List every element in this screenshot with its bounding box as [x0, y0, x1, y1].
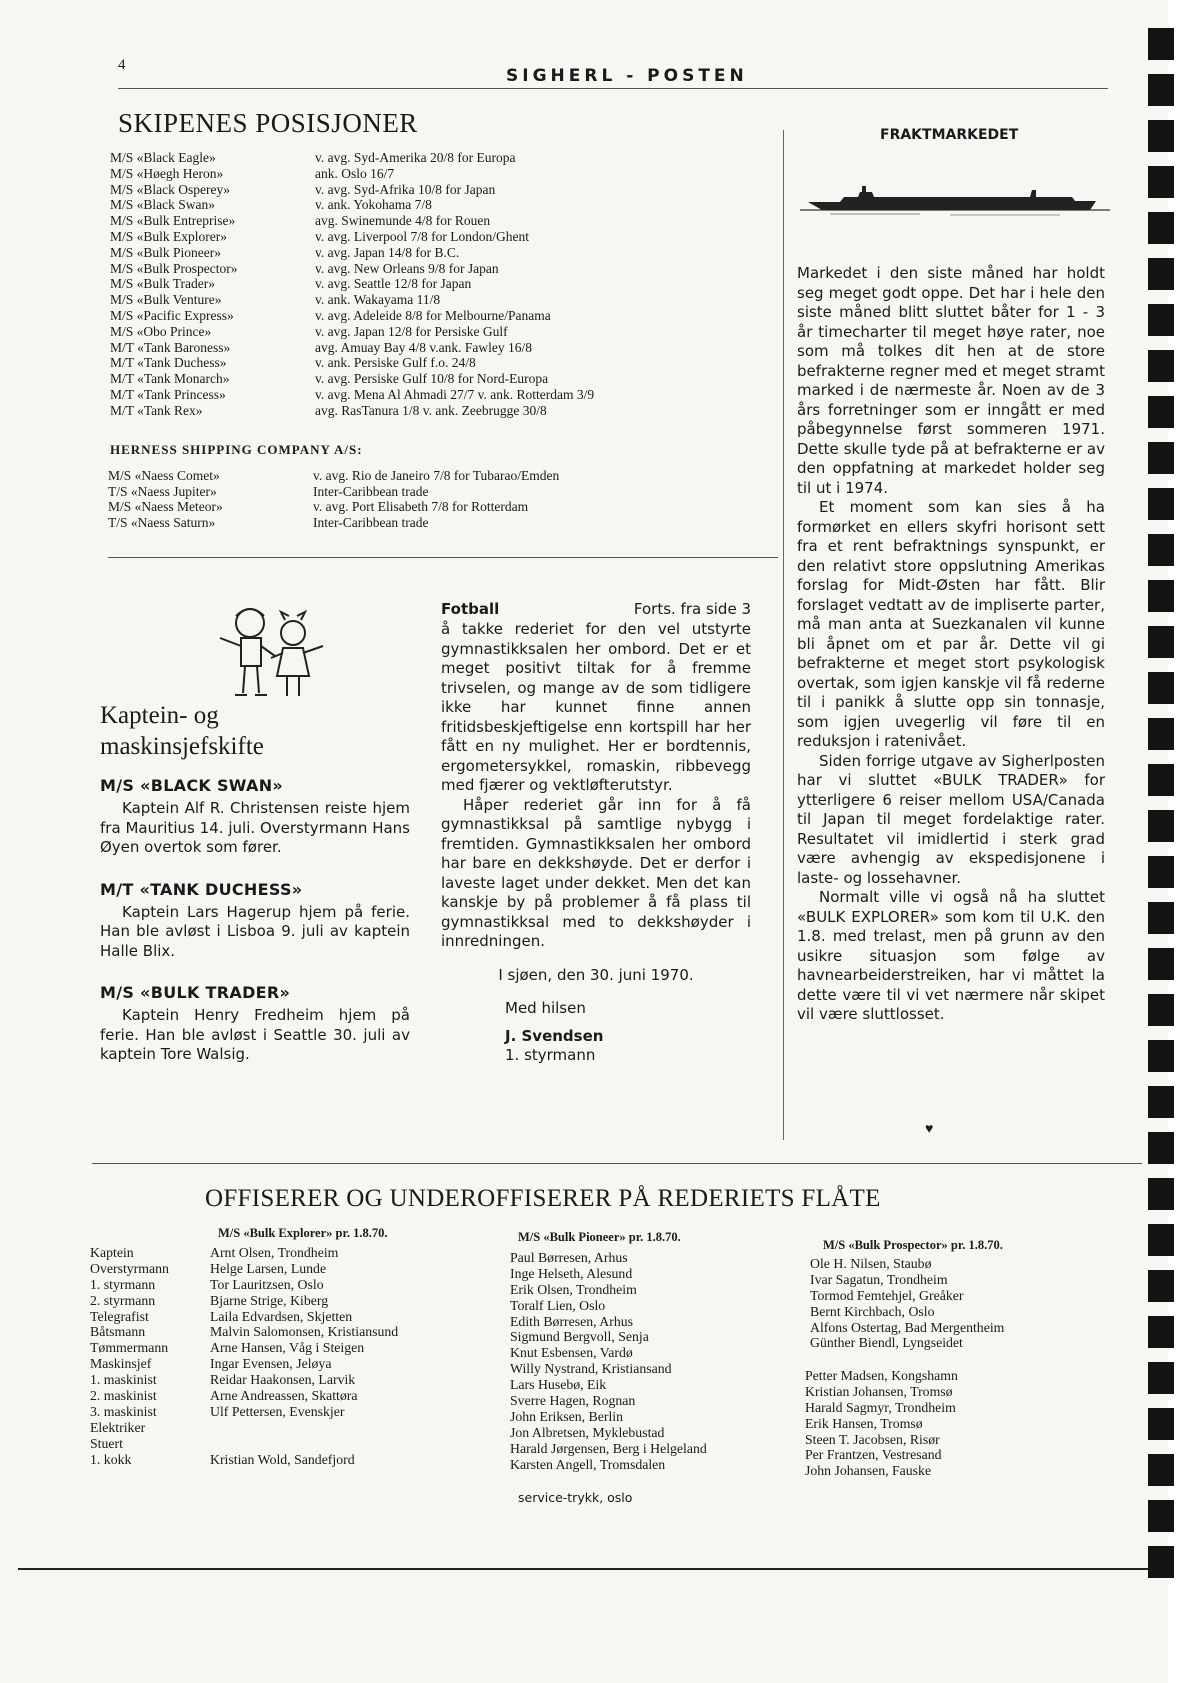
crew-line: Kristian Wold, Sandefjord [210, 1451, 355, 1467]
ship-row [110, 197, 594, 213]
ship-positions-list [110, 150, 594, 419]
binding-hole [1148, 1408, 1174, 1440]
ship-status: v. ank. Persiske Gulf f.o. 24/8 [315, 355, 476, 371]
kaptein-title [100, 700, 410, 762]
crew-line: 1. maskinist [90, 1372, 157, 1388]
pioneer-crew-column [510, 1250, 707, 1472]
ship-name: M/S «Bulk Pioneer» [110, 244, 222, 260]
ship-row [108, 484, 559, 500]
explorer-crew-column [210, 1245, 398, 1467]
ship-status: v. avg. New Orleans 9/8 for Japan [315, 260, 499, 276]
ship-row [110, 340, 594, 356]
crew-line: Malvin Salomonsen, Kristiansund [210, 1324, 399, 1340]
ship-status: v. avg. Liverpool 7/8 for London/Ghent [315, 228, 529, 244]
ship-row [108, 515, 559, 531]
ship-name: M/S «Naess Comet» [108, 468, 220, 483]
crew-line: 1. kokk [90, 1451, 132, 1467]
ship-heading: M/S «BULK TRADER» [100, 983, 291, 1002]
binding-hole [1148, 212, 1174, 244]
crew-line: Knut Esbensen, Vardø [510, 1345, 633, 1361]
ship-row [110, 355, 594, 371]
crew-line: Ivar Sagatun, Trondheim [810, 1271, 948, 1287]
crew-line: Harald Jørgensen, Berg i Helgeland [510, 1440, 707, 1456]
crew-line: Steen T. Jacobsen, Risør [805, 1431, 940, 1447]
ranks-column [90, 1245, 169, 1467]
binding-hole [1148, 1362, 1174, 1394]
ship-row [110, 245, 594, 261]
printer-credit: service-trykk, oslo [518, 1490, 633, 1505]
crew-line: Arnt Olsen, Trondheim [210, 1245, 339, 1260]
ship-name: T/S «Naess Jupiter» [108, 483, 217, 499]
ship-name: T/S «Naess Saturn» [108, 514, 216, 530]
ship-status: avg. Swinemunde 4/8 for Rouen [315, 213, 491, 229]
ship-name: M/S «Black Swan» [110, 197, 216, 213]
binding-hole [1148, 1500, 1174, 1532]
binding-hole [1148, 580, 1174, 612]
crew-line: Ole H. Nilsen, Staubø [810, 1256, 932, 1271]
binding-hole [1148, 1178, 1174, 1210]
ship-row [110, 261, 594, 277]
ship-name: M/S «Bulk Prospector» [110, 260, 238, 276]
ship-name: M/S «Naess Meteor» [108, 499, 223, 514]
binding-hole [1148, 994, 1174, 1026]
fraktmarkedet-article [797, 264, 1105, 1025]
ship-row [110, 276, 594, 292]
ship-name: M/T «Tank Princess» [110, 386, 226, 402]
column-divider [783, 130, 784, 1140]
fotball-signature: J. Svendsen [505, 1026, 604, 1045]
crew-line: Lars Husebø, Eik [510, 1377, 607, 1393]
section-rule [108, 557, 778, 558]
ship-name: M/S «Black Osperey» [110, 181, 230, 197]
crew-line: 3. maskinist [90, 1403, 157, 1419]
crew-line: Arne Andreassen, Skattøra [210, 1388, 358, 1404]
binding-hole [1148, 856, 1174, 888]
crew-line: Erik Olsen, Trondheim [510, 1281, 637, 1297]
crew-line: Inge Helseth, Alesund [510, 1265, 633, 1281]
crew-line: Tormod Femtehjel, Greåker [810, 1287, 964, 1303]
ship-status: Inter-Caribbean trade [313, 483, 429, 499]
crew-line: Helge Larsen, Lunde [210, 1260, 327, 1276]
ship-status: v. avg. Rio de Janeiro 7/8 for Tubarao/Emden [313, 468, 560, 483]
header-rule [118, 88, 1108, 89]
ship-row [110, 308, 594, 324]
crew-line: John Eriksen, Berlin [510, 1408, 624, 1424]
page-number: 4 [118, 57, 126, 73]
binding-hole [1148, 1454, 1174, 1486]
crew-line: Alfons Ostertag, Bad Mergentheim [810, 1319, 1005, 1335]
paragraph: Siden forrige utgave av Sigherlposten har vi sluttet «BULK TRADER» for ytterligere 6 reiser mellom USA/Canada til Japan til meget fordelaktige rater. Resultatet vil imidlertid i sterk grad være avhengig av ekspedisjonene i laste- og lossehavner. [797, 751, 1105, 887]
crew-line: John Johansen, Fauske [805, 1463, 932, 1479]
ship-row [110, 150, 594, 166]
fotball-greeting: Med hilsen [505, 999, 586, 1017]
ship-name: M/T «Tank Baroness» [110, 339, 231, 355]
crew-line: Maskinsjef [90, 1356, 152, 1372]
crew-line: Stuert [90, 1435, 123, 1451]
crew-line: Kristian Johansen, Tromsø [805, 1383, 953, 1399]
officers-title: OFFISERER OG UNDEROFFISERER PÅ REDERIETS FLÅTE [205, 1185, 881, 1212]
ship-status: ank. Oslo 16/7 [315, 165, 395, 181]
paragraph: å takke rederiet for den vel utstyrte gymnastikksalen her ombord. Det er et meget positivt tiltak for å fremme trivselen, og mange av de som tidligere ikke har kunnet finne annen fritidsbeskjeftigelse enn kortspill har her fått en ny mulighet. Her er bordtennis, ergometersykkel, romaskin, ribbevegg med fjærer og vektløfterutstyr. [441, 620, 751, 794]
ship-illustration [800, 180, 1110, 222]
binding-hole [1148, 1546, 1174, 1578]
officers-rule [92, 1163, 1142, 1164]
crew-line: Erik Hansen, Tromsø [805, 1415, 923, 1431]
fotball-role: 1. styrmann [505, 1046, 596, 1064]
explorer-heading: M/S «Bulk Explorer» pr. 1.8.70. [218, 1226, 388, 1240]
ship-row [110, 324, 594, 340]
crew-line: Karsten Angell, Tromsdalen [510, 1456, 666, 1472]
ship-status: v. avg. Japan 12/8 for Persiske Gulf [315, 323, 508, 339]
ship-name: M/S «Bulk Entreprise» [110, 213, 236, 229]
binding-hole [1148, 28, 1174, 60]
crew-line: Günther Biendl, Lyngseidet [810, 1335, 963, 1351]
binding-hole [1148, 764, 1174, 796]
crew-line: Reidar Haakonsen, Larvik [210, 1372, 356, 1388]
binding-hole [1148, 672, 1174, 704]
ship-heading: M/S «BLACK SWAN» [100, 776, 284, 795]
fotball-title: Fotball [441, 600, 500, 618]
ship-status: avg. Amuay Bay 4/8 v.ank. Fawley 16/8 [315, 339, 532, 355]
crew-line: 2. styrmann [90, 1292, 156, 1308]
fotball-continued: Forts. fra side 3 [633, 600, 751, 618]
binding-hole [1148, 1316, 1174, 1348]
crew-line: 1. styrmann [90, 1276, 156, 1292]
ship-row [110, 403, 594, 419]
crew-line: Paul Børresen, Arhus [510, 1250, 628, 1265]
crew-line: Telegrafist [90, 1308, 149, 1324]
ship-change-text: Kaptein Lars Hagerup hjem på ferie. Han ble avløst i Lisboa 9. juli av kaptein Halle Blix. [100, 902, 410, 960]
herness-ship-list [108, 468, 559, 530]
bottom-rule [18, 1568, 1163, 1570]
prospector-crew-column-b [805, 1368, 958, 1479]
binding-hole [1148, 350, 1174, 382]
binding-hole [1148, 258, 1174, 290]
ship-status: v. avg. Persiske Gulf 10/8 for Nord-Europa [315, 371, 549, 387]
binding-hole [1148, 534, 1174, 566]
fraktmarkedet-title: FRAKTMARKEDET [880, 127, 1019, 143]
crew-line: Sverre Hagen, Rognan [510, 1393, 636, 1409]
crew-line: Tor Lauritzsen, Oslo [210, 1276, 324, 1292]
ship-row [110, 213, 594, 229]
binding-hole [1148, 442, 1174, 474]
kaptein-title-line2: maskinsjefskifte [100, 733, 264, 760]
positions-title: SKIPENES POSISJONER [118, 108, 418, 138]
crew-line: Arne Hansen, Våg i Steigen [210, 1340, 365, 1356]
binding-hole [1148, 1224, 1174, 1256]
ship-row [110, 387, 594, 403]
ship-status: v. avg. Adeleide 8/8 for Melbourne/Panama [315, 307, 551, 323]
herness-title: HERNESS SHIPPING COMPANY A/S: [110, 442, 363, 457]
ship-name: M/S «Høegh Heron» [110, 165, 224, 181]
binding-hole [1148, 396, 1174, 428]
crew-line: Sigmund Bergvoll, Senja [510, 1329, 649, 1345]
kaptein-title-line1: Kaptein- og [100, 702, 219, 729]
binding-hole [1148, 304, 1174, 336]
ship-change-text: Kaptein Henry Fredheim hjem på ferie. Han ble avløst i Seattle 30. juli av kaptein Tore Walsig. [100, 1006, 410, 1063]
ship-status: v. avg. Syd-Amerika 20/8 for Europa [315, 150, 516, 165]
ship-row [110, 371, 594, 387]
prospector-crew-column-a [810, 1256, 1004, 1351]
ship-name: M/S «Pacific Express» [110, 307, 234, 323]
ship-row [110, 182, 594, 198]
ship-status: v. avg. Seattle 12/8 for Japan [315, 276, 472, 292]
prospector-heading: M/S «Bulk Prospector» pr. 1.8.70. [823, 1238, 1003, 1252]
fotball-article [441, 600, 751, 1066]
crew-line: Overstyrmann [90, 1260, 169, 1276]
crew-line [210, 1436, 398, 1452]
binding-hole [1148, 902, 1174, 934]
crew-line: Per Frantzen, Vestresand [805, 1447, 942, 1463]
ship-change-text: Kaptein Alf R. Christensen reiste hjem fra Mauritius 14. juli. Overstyrmann Hans Øyen overtok som fører. [100, 799, 410, 856]
end-ornament: ♥ [925, 1122, 934, 1137]
crew-line: Laila Edvardsen, Skjetten [210, 1308, 353, 1324]
binding-hole [1148, 166, 1174, 198]
crew-line: Toralf Lien, Oslo [510, 1297, 606, 1313]
ship-name: M/T «Tank Rex» [110, 402, 203, 418]
crew-line: 2. maskinist [90, 1388, 157, 1404]
crew-line: Elektriker [90, 1419, 146, 1435]
crew-line: Ingar Evensen, Jeløya [210, 1356, 332, 1372]
binding-hole [1148, 718, 1174, 750]
ship-status: Inter-Caribbean trade [313, 514, 429, 530]
ship-name: M/S «Bulk Venture» [110, 292, 222, 308]
crew-line: Kaptein [90, 1245, 134, 1260]
publication-title: SIGHERL - POSTEN [506, 66, 748, 86]
kaptein-section [100, 700, 410, 1087]
crew-line: Båtsmann [90, 1324, 146, 1340]
binding-hole [1148, 1040, 1174, 1072]
ship-status: v. avg. Syd-Afrika 10/8 for Japan [315, 181, 496, 197]
binding-hole [1148, 1132, 1174, 1164]
binding-hole [1148, 1086, 1174, 1118]
paragraph: Håper rederiet går inn for å få gymnastikksal på samtlige nybygg i fremtiden. Gymnastikksalen her ombord har bare en dekkshøyde. Det er derfor i laveste laget under dekket. Men det kan kanskje by på problemer å få plass til gymnastikksal med to dekkshøyder i innredningen. [441, 795, 751, 950]
paragraph: Normalt ville vi også nå ha sluttet «BULK EXPLORER» som kom til U.K. den 1.8. med trelast, men på grunn av den usikre situasjon som følge av havnearbeiderstreiken, har vi måttet la dette være til vi vet nærmere når skipet vil være sluttlosset. [797, 888, 1105, 1023]
children-illustration [205, 598, 335, 708]
ship-row [108, 499, 559, 515]
crew-line: Bjarne Strige, Kiberg [210, 1292, 329, 1308]
fotball-body [441, 620, 751, 952]
ship-status: v. ank. Wakayama 11/8 [315, 292, 441, 308]
binding-hole [1148, 120, 1174, 152]
crew-line [210, 1420, 398, 1436]
fotball-place-date: I sjøen, den 30. juni 1970. [498, 965, 694, 984]
crew-line: Tømmermann [90, 1340, 169, 1356]
ship-name: M/S «Black Eagle» [110, 150, 216, 165]
ship-row [108, 468, 559, 484]
crew-line: Harald Sagmyr, Trondheim [805, 1399, 956, 1415]
binding-hole [1148, 626, 1174, 658]
ship-name: M/S «Bulk Explorer» [110, 228, 227, 244]
ship-row [110, 166, 594, 182]
binding-hole [1148, 74, 1174, 106]
kaptein-items [100, 776, 410, 1065]
binding-hole [1148, 948, 1174, 980]
crew-line: Jon Albretsen, Myklebustad [510, 1424, 665, 1440]
binding-hole [1148, 810, 1174, 842]
ship-name: M/S «Obo Prince» [110, 323, 212, 339]
paragraph: Et moment som kan sies å ha formørket en ellers skyfri horisont sett fra et rent befraktnings synspunkt, er den relativt store oppslutning Amerikas forslag for Midt-Østen har fått. Blir forslaget vedtatt av de impliserte parter, må man anta at Suezkanalen vil kunne bli åpnet om et par år. Dette vil gi befrakterne et meget stort psykologisk overtak, som igjen kanskje vil få rederne til i panikk å slutte opp sin tonnasje, som igjen uvegerlig vil føre til en reduksjon i ratenivået. [797, 498, 1105, 750]
ship-row [110, 229, 594, 245]
ship-status: v. avg. Mena Al Ahmadi 27/7 v. ank. Rotterdam 3/9 [315, 386, 595, 402]
ship-heading: M/T «TANK DUCHESS» [100, 879, 303, 899]
pioneer-heading: M/S «Bulk Pioneer» pr. 1.8.70. [518, 1230, 681, 1244]
ship-name: M/T «Tank Monarch» [110, 371, 230, 387]
binding-hole [1148, 1270, 1174, 1302]
crew-line: Petter Madsen, Kongshamn [805, 1368, 958, 1383]
binding-hole [1148, 488, 1174, 520]
crew-line: Willy Nystrand, Kristiansand [510, 1361, 672, 1377]
ship-status: v. avg. Japan 14/8 for B.C. [315, 244, 460, 260]
ship-status: v. avg. Port Elisabeth 7/8 for Rotterdam [313, 499, 529, 514]
ship-status: avg. RasTanura 1/8 v. ank. Zeebrugge 30/8 [315, 402, 547, 418]
crew-line: Bernt Kirchbach, Oslo [810, 1303, 935, 1319]
ship-name: M/T «Tank Duchess» [110, 355, 227, 371]
paragraph: Markedet i den siste måned har holdt seg meget godt oppe. Det har i hele den siste måned blitt sluttet båter for 1 - 3 år timecharter til meget høye rater, noe som må tolkes dit hen at de store befrakterne regner med et meget stramt marked i de nærmeste år. Noen av de 3 års forretninger som er inngått er med påbegynnelse først sommeren 1971. Dette skulle tyde på at befrakterne er av den oppfatning at markedet holder seg til ut i 1974. [797, 264, 1105, 497]
ship-row [110, 292, 594, 308]
ship-status: v. ank. Yokohama 7/8 [315, 197, 432, 213]
ship-name: M/S «Bulk Trader» [110, 276, 216, 292]
crew-line: Edith Børresen, Arhus [510, 1313, 634, 1329]
crew-line: Ulf Pettersen, Evenskjer [210, 1403, 345, 1419]
